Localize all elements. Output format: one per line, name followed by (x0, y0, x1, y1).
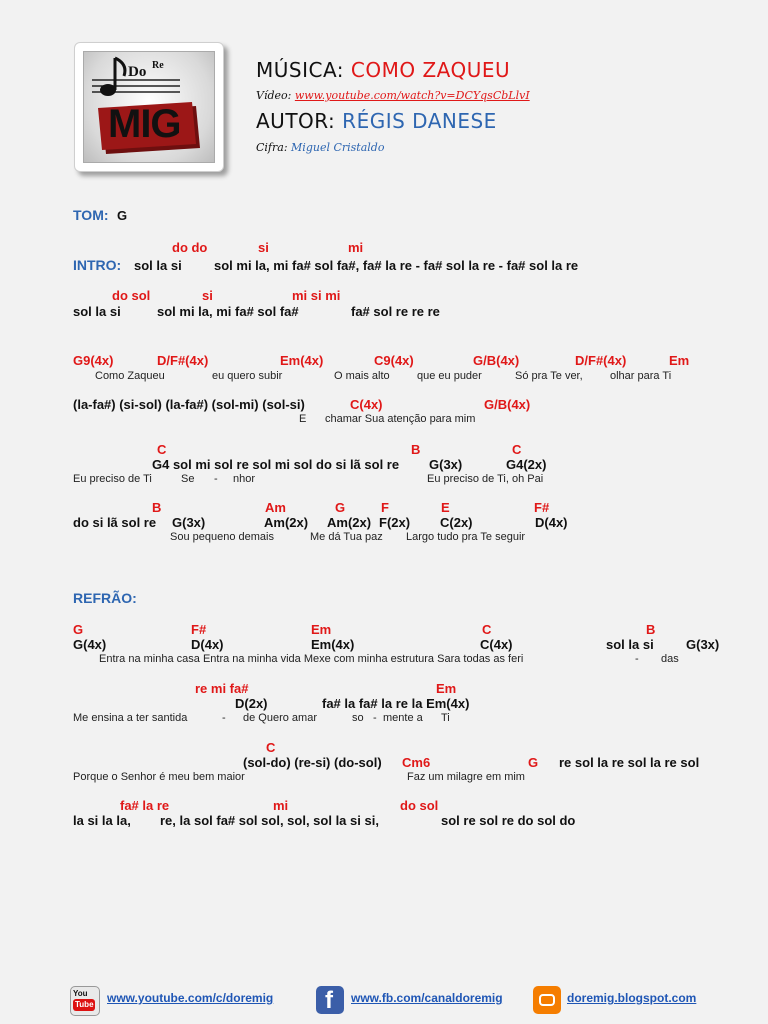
lyric-text: Sou pequeno demais (170, 531, 274, 543)
video-line (256, 89, 530, 102)
lyric-text: olhar para Ti (610, 370, 672, 382)
doremig-logo (83, 51, 215, 163)
lyric-text: so (352, 712, 364, 724)
melody-notes: re, la sol fa# sol sol, sol, sol la si si, (160, 813, 379, 828)
blogger-icon (533, 986, 561, 1014)
chord-label: C (157, 442, 167, 457)
chord-label: C9(4x) (374, 353, 414, 368)
melody-notes: G(4x) (73, 637, 107, 652)
lyric-text: Porque o Senhor é meu bem maior (73, 771, 245, 783)
lyric-text: Faz um milagre em mim (407, 771, 525, 783)
lyric-text: Só pra Te ver, (515, 370, 583, 382)
melody-notes: sol mi la, mi fa# sol fa# (157, 304, 299, 319)
chord-label: G/B(4x) (484, 397, 531, 412)
youtube-icon (70, 986, 100, 1016)
chord-label: G (335, 500, 346, 515)
chord-label: do sol (400, 798, 439, 813)
lyric-text: Largo tudo pra Te seguir (406, 531, 526, 543)
autor-label: AUTOR: (256, 109, 336, 133)
melody-notes: sol la si (73, 304, 121, 319)
lyric-text: chamar Sua atenção para mim (325, 413, 476, 425)
chord-label: G (528, 755, 539, 770)
logo-mig: MIG (108, 102, 181, 146)
chord-label: B (152, 500, 162, 515)
lyric-text: Ti (441, 712, 450, 724)
melody-notes: D(4x) (535, 515, 568, 530)
melody-notes: do si lã sol re (73, 515, 157, 530)
footer-blogger[interactable] (533, 986, 713, 1014)
chord-label: si (202, 288, 213, 303)
facebook-icon: f (316, 986, 344, 1014)
youtube-icon-text: You (73, 989, 88, 998)
melody-notes: D(4x) (191, 637, 224, 652)
youtube-link[interactable]: www.youtube.com/c/doremig (107, 991, 274, 1005)
melody-notes: G4 sol mi sol re sol mi sol do si lã sol re (152, 457, 400, 472)
lyric-text: E (299, 413, 307, 425)
footer-facebook[interactable] (316, 986, 516, 1014)
chord-label: G/B(4x) (473, 353, 520, 368)
chord-label: Em (436, 681, 457, 696)
chord-label: B (646, 622, 656, 637)
melody-notes: G4(2x) (506, 457, 547, 472)
melody-notes: sol mi la, mi fa# sol fa#, fa# la re - fa# sol la re - fa# sol la re (214, 258, 579, 273)
lyric-text: Entra na minha casa Entra na minha vida Mexe com minha estrutura Sara todas as feri (99, 653, 524, 665)
cifra-label: Cifra: (256, 141, 288, 154)
logo-do: Do (128, 64, 147, 80)
youtube-icon-tube: Tube (75, 1000, 94, 1009)
lyric-text: Eu preciso de Ti, oh Pai (427, 473, 544, 485)
lyric-text: Me ensina a ter santida (73, 712, 188, 724)
melody-notes: fa# la fa# la re la Em(4x) (322, 696, 470, 711)
logo-re: Re (152, 60, 164, 71)
lyric-text: - (222, 712, 226, 724)
chord-label: G (73, 622, 84, 637)
chord-label: mi (348, 240, 364, 255)
lyric-text: nhor (233, 473, 256, 485)
chord-label: F# (191, 622, 207, 637)
chord-label: F (381, 500, 389, 515)
melody-notes: C(4x) (480, 637, 513, 652)
section-label: INTRO: (73, 257, 122, 273)
melody-notes: G(3x) (429, 457, 463, 472)
lyric-text: mente a (383, 712, 423, 724)
chord-label: do do (172, 240, 208, 255)
melody-notes: re sol la re sol la re sol (559, 755, 700, 770)
melody-notes: sol la si (606, 637, 654, 652)
chord-label: si (258, 240, 269, 255)
lyric-text: de Quero amar (243, 712, 317, 724)
chord-label: Em(4x) (280, 353, 324, 368)
melody-notes: sol re sol re do sol do (441, 813, 576, 828)
logo-frame (74, 42, 224, 172)
melody-notes: fa# sol re re re (351, 304, 440, 319)
melody-notes: C(2x) (440, 515, 473, 530)
chord-label: E (441, 500, 450, 515)
chord-label: Cm6 (402, 755, 431, 770)
lyric-text: eu quero subir (212, 370, 283, 382)
chord-label: D/F#(4x) (575, 353, 627, 368)
melody-notes: Em(4x) (311, 637, 355, 652)
chord-label: C(4x) (350, 397, 383, 412)
melody-notes: sol la si (134, 258, 182, 273)
section-label: REFRÃO: (73, 590, 137, 606)
chord-label: Em (669, 353, 690, 368)
lyric-text: Eu preciso de Ti (73, 473, 152, 485)
melody-notes: G (117, 208, 128, 223)
chord-label: C (266, 740, 276, 755)
footer-youtube[interactable] (70, 986, 310, 1014)
cifra-line (256, 141, 384, 154)
facebook-link[interactable]: www.fb.com/canaldoremig (351, 991, 503, 1005)
melody-notes: G(3x) (172, 515, 206, 530)
lyric-text: - (214, 473, 218, 485)
lyric-text: Se (181, 473, 195, 485)
lyric-text: - (635, 653, 639, 665)
melody-notes: G(3x) (686, 637, 720, 652)
chord-label: B (411, 442, 421, 457)
song-title-line (256, 58, 510, 82)
lyric-text: O mais alto (334, 370, 390, 382)
chord-label: C (482, 622, 492, 637)
melody-notes: Am(2x) (264, 515, 309, 530)
chord-label: mi (273, 798, 289, 813)
melody-notes: D(2x) (235, 696, 268, 711)
chord-label: fa# la re (120, 798, 170, 813)
melody-notes: (la-fa#) (si-sol) (la-fa#) (sol-mi) (sol-si) (73, 397, 305, 412)
chord-label: D/F#(4x) (157, 353, 209, 368)
blogger-link[interactable]: doremig.blogspot.com (567, 991, 697, 1005)
author-name: RÉGIS DANESE (342, 109, 497, 133)
chord-label: Em (311, 622, 332, 637)
lyric-text: que eu puder (417, 370, 482, 382)
chord-label: do sol (112, 288, 151, 303)
chord-label: F# (534, 500, 550, 515)
chord-label: mi si mi (292, 288, 341, 303)
chord-label: C (512, 442, 522, 457)
musica-label: MÚSICA: (256, 58, 345, 82)
video-link[interactable]: www.youtube.com/watch?v=DCYqsCbLlvI (294, 89, 530, 102)
cifra-author: Miguel Cristaldo (291, 141, 385, 154)
melody-notes: F(2x) (379, 515, 411, 530)
melody-notes: (sol-do) (re-si) (do-sol) (243, 755, 382, 770)
chord-label: re mi fa# (195, 681, 249, 696)
melody-notes: Am(2x) (327, 515, 372, 530)
chord-label: Am (265, 500, 286, 515)
chord-label: G9(4x) (73, 353, 114, 368)
lyric-text: Me dá Tua paz (310, 531, 383, 543)
lyric-text: Como Zaqueu (95, 370, 165, 382)
lyric-text: - (373, 712, 377, 724)
video-label: Vídeo: (256, 89, 292, 102)
song-title: COMO ZAQUEU (350, 58, 511, 82)
section-label: TOM: (73, 207, 109, 223)
melody-notes: la si la la, (73, 813, 131, 828)
author-line (256, 109, 497, 133)
lyric-text: das (661, 653, 679, 665)
